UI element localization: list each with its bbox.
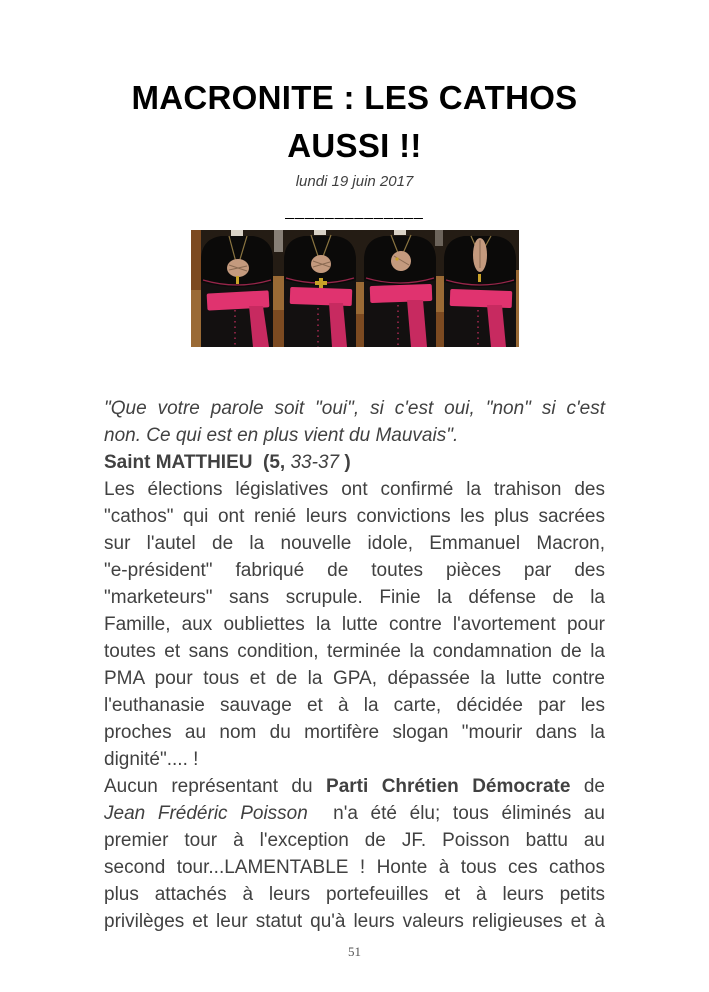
text-segment: premier tour à l'exception de JF. Poisson battu au (104, 830, 605, 851)
text-segment: Parti Chrétien Démocrate (326, 776, 571, 797)
text-segment: PMA pour tous et de la GPA, dépassée la lutte contre (104, 668, 605, 689)
bishops-photo-illustration (191, 230, 519, 347)
article-line (104, 854, 605, 881)
page-title (0, 74, 709, 170)
text-segment: privilèges et leur statut qu'à leurs valeurs religieuses et à (104, 911, 605, 932)
article-line (104, 719, 605, 746)
text-segment: l'euthanasie sauvage et à la carte, décidée par les (104, 695, 605, 716)
text-segment: 33-37 (290, 452, 340, 473)
article-line (104, 611, 605, 638)
article-line (104, 800, 605, 827)
article-line (104, 638, 605, 665)
text-segment: Jean Frédéric Poisson (104, 803, 308, 824)
article-line (104, 827, 605, 854)
text-segment: "e-président" fabriqué de toutes pièces par des (104, 560, 605, 581)
article-date: lundi 19 juin 2017 (295, 173, 414, 190)
text-segment: proches au nom du mortifère slogan "mourir dans la (104, 722, 605, 743)
article-line (104, 530, 605, 557)
article-line (104, 449, 605, 476)
article-line (104, 584, 605, 611)
page-number: 51 (348, 944, 361, 959)
text-segment: Aucun représentant du (104, 776, 327, 797)
article-text (104, 395, 605, 935)
article-line (104, 773, 605, 800)
text-segment: "Que votre parole soit "oui", si c'est oui, "non" si c'est (104, 398, 605, 419)
article-line (104, 665, 605, 692)
article-line (104, 476, 605, 503)
article-line (104, 503, 605, 530)
text-segment: "marketeurs" sans scrupule. Finie la défense de la (104, 587, 605, 608)
article-line (104, 422, 605, 449)
separator-line: ______________ (285, 203, 424, 220)
page-title-line-1: MACRONITE : LES CATHOS (131, 79, 578, 116)
text-segment: dignité".... ! (104, 749, 199, 770)
article-line (104, 557, 605, 584)
text-segment: second tour...LAMENTABLE ! Honte à tous ces cathos (104, 857, 605, 878)
text-segment: toutes et sans condition, terminée la condamnation de la (104, 641, 605, 662)
text-segment: Les élections législatives ont confirmé la trahison des (104, 479, 605, 500)
text-segment: Famille, aux oubliettes la lutte contre l'avortement pour (104, 614, 605, 635)
text-segment: sur l'autel de la nouvelle idole, Emmanuel Macron, (104, 533, 605, 554)
text-segment: Saint MATTHIEU (5, (104, 452, 291, 473)
article-line (104, 692, 605, 719)
article-line (104, 746, 605, 773)
text-segment: "cathos" qui ont renié leurs convictions les plus sacrées (104, 506, 605, 527)
text-segment: ) (339, 452, 351, 473)
article-line (104, 881, 605, 908)
article-line (104, 908, 605, 935)
article-line (104, 395, 605, 422)
text-segment: de (570, 776, 605, 797)
text-segment: n'a été élu; tous éliminés au (307, 803, 605, 824)
page-title-line-2: AUSSI !! (287, 127, 422, 164)
bishops-photo (191, 230, 519, 347)
text-segment: non. Ce qui est en plus vient du Mauvais". (104, 425, 459, 446)
text-segment: plus attachés à leurs portefeuilles et à leurs petits (104, 884, 605, 905)
